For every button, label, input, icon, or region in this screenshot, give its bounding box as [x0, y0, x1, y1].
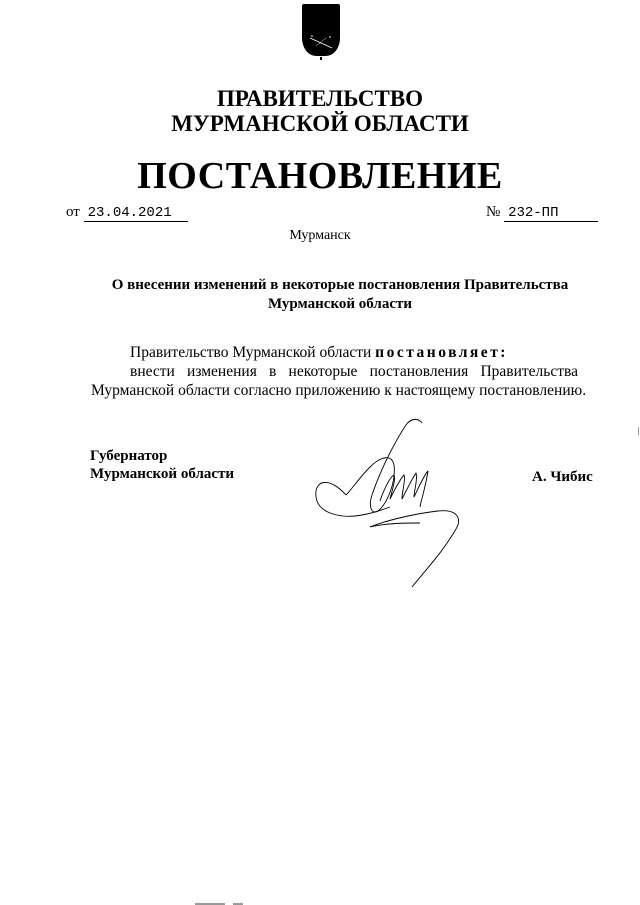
- body-decree-word: постановляет:: [375, 344, 508, 361]
- position-line1: Губернатор: [90, 448, 168, 464]
- body-line3: Мурманской области согласно приложению к настоящему постановлению.: [91, 382, 587, 399]
- signatory-position: [90, 447, 234, 483]
- scan-margin-mark: [638, 427, 639, 435]
- document-number: [486, 204, 598, 222]
- number-value: 232-ПП: [504, 205, 598, 222]
- coat-of-arms-icon: [302, 4, 340, 56]
- document-subject: [110, 276, 570, 314]
- body-intro: Правительство Мурманской области: [130, 344, 376, 361]
- subject-line1: О внесении изменений в некоторые постановления Правительства: [111, 277, 569, 293]
- signatory-name: А. Чибис: [532, 469, 593, 485]
- number-prefix: №: [486, 204, 501, 220]
- org-name-line1: ПРАВИТЕЛЬСТВО: [216, 86, 424, 111]
- body-line2: внести изменения в некоторые постановления Правительства: [130, 363, 578, 380]
- org-name-line2: МУРМАНСКОЙ ОБЛАСТИ: [171, 111, 469, 136]
- document-date: [66, 204, 188, 222]
- body-line1: [130, 343, 508, 362]
- subject-line2: Мурманской области: [267, 296, 413, 312]
- date-value: 23.04.2021: [84, 205, 188, 222]
- document-type-title: ПОСТАНОВЛЕНИЕ: [137, 155, 503, 197]
- handwritten-signature: [310, 415, 480, 590]
- position-line2: Мурманской области: [90, 466, 235, 482]
- emblem-mark: [320, 57, 322, 60]
- city: Мурманск: [289, 228, 351, 243]
- date-prefix: от: [66, 204, 80, 220]
